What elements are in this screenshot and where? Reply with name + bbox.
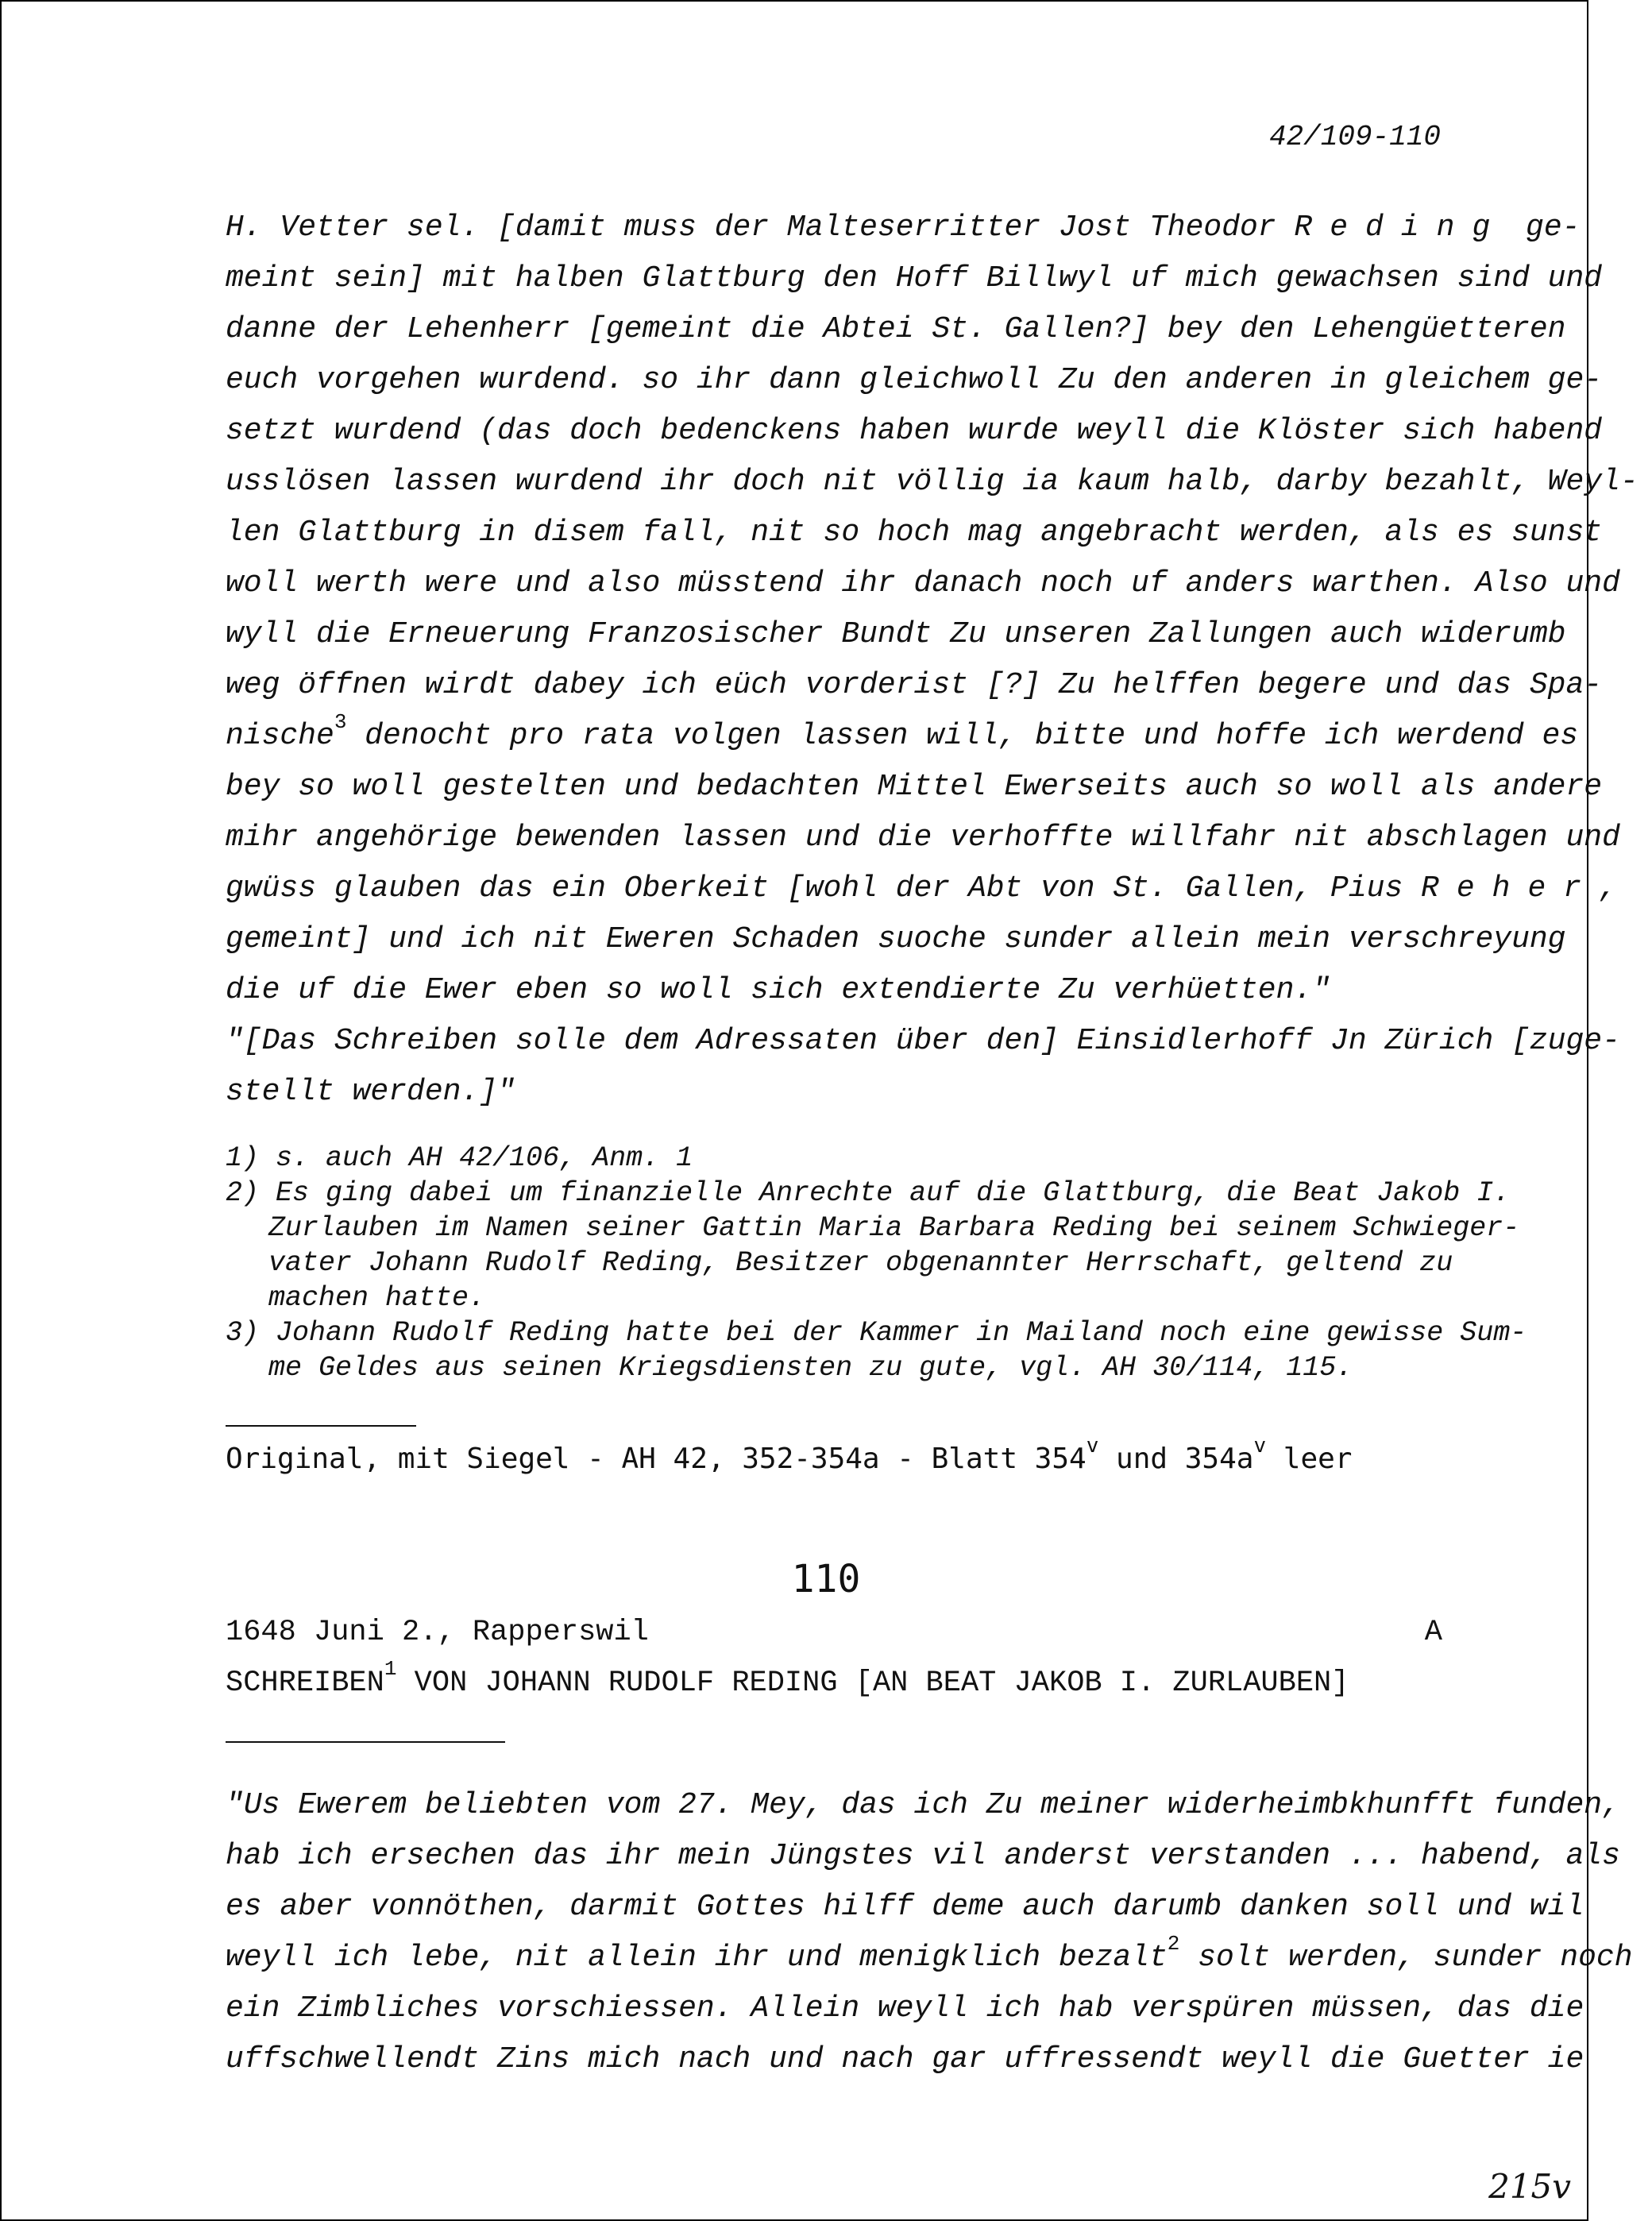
letter-line-1: "Us Ewerem beliebten vom 27. Mey, das ich Zu meiner widerheimbkhunfft funden, (226, 1788, 1620, 1822)
text-line-19: stellt werden.]" (226, 1075, 515, 1109)
text-line-4: euch vorgehen wurdend. so ihr dann gleichwoll Zu den anderen in gleichem ge- (226, 363, 1603, 397)
text-line-7: len Glattburg in disem fall, nit so hoch mag angebracht werden, als es sunst (226, 516, 1603, 550)
footnote-2-line-2: Zurlauben im Namen seiner Gattin Maria Barbara Reding bei seinem Schwieger- (268, 1212, 1520, 1244)
text-line-12: nische$^3$ denocht pro rata volgen lassen will, bitte und hoffe ich werdend es (226, 710, 1579, 753)
header-divider (226, 1741, 505, 1743)
text-line-10: weg öffnen wirdt dabey ich eüch vorderist [?] Zu helffen begere und das Spa- (226, 668, 1603, 702)
document-title: SCHREIBEN$^1$ VON JOHANN RUDOLF REDING [AN BEAT JAKOB I. ZURLAUBEN] (226, 1657, 1349, 1700)
footnote-3-line-2: me Geldes aus seinen Kriegsdiensten zu gute, vgl. AH 30/114, 115. (268, 1352, 1353, 1384)
document-type-letter: A (1424, 1616, 1442, 1649)
letter-line-6: uffschwellendt Zins mich nach und nach gar uffressendt weyll die Guetter ie (226, 2042, 1584, 2076)
text-line-16: gemeint] und ich nit Eweren Schaden suoche sunder allein mein verschreyung (226, 922, 1566, 956)
document-date-place: 1648 Juni 2., Rapperswil (226, 1616, 649, 1649)
text-line-5: setzt wurdend (das doch bedenckens haben wurde weyll die Klöster sich habend (226, 414, 1603, 448)
footnote-3-line-1: 3) Johann Rudolf Reding hatte bei der Kammer in Mailand noch eine gewisse Sum- (226, 1317, 1527, 1349)
footnote-2-line-1: 2) Es ging dabei um finanzielle Anrechte auf die Glattburg, die Beat Jakob I. (226, 1177, 1511, 1209)
text-line-13: bey so woll gestelten und bedachten Mittel Ewerseits auch so woll als andere (226, 770, 1603, 804)
handwritten-folio-number: 215v (1488, 2167, 1571, 2206)
text-line-1: H. Vetter sel. [damit muss der Malteserritter Jost Theodor Reding ge- (226, 211, 1581, 245)
page-reference: 42/109-110 (1268, 121, 1441, 153)
source-note: Original, mit Siegel - AH 42, 352-354a - Blatt 354$^v$ und $354a^v$ leer (226, 1434, 1353, 1475)
footnote-2-line-3: vater Johann Rudolf Reding, Besitzer obgenannter Herrschaft, geltend zu (268, 1247, 1453, 1279)
text-line-15: gwüss glauben das ein Oberkeit [wohl der Abt von St. Gallen, Pius Reher, (226, 871, 1635, 906)
text-line-6: usslösen lassen wurdend ihr doch nit völlig ia kaum halb, darby bezahlt, Weyl- (226, 465, 1638, 499)
text-line-18: "[Das Schreiben solle dem Adressaten über den] Einsidlerhoff Jn Zürich [zuge- (226, 1024, 1620, 1058)
text-line-17: die uf die Ewer eben so woll sich extendierte Zu verhüetten." (226, 973, 1331, 1007)
letter-line-3: es aber vonnöthen, darmit Gottes hilff deme auch darumb danken soll und wil (226, 1890, 1584, 1924)
text-line-2: meint sein] mit halben Glattburg den Hoff Billwyl uf mich gewachsen sind und (226, 261, 1603, 295)
letter-line-4: weyll ich lebe, nit allein ihr und menigklich bezalt$^2$ solt werden, sunder noch (226, 1932, 1633, 1975)
footnote-1: 1) s. auch AH 42/106, Anm. 1 (226, 1142, 693, 1174)
text-line-8: woll werth were und also müsstend ihr danach noch uf anders warthen. Also und (226, 566, 1620, 601)
document-number: 110 (791, 1557, 861, 1601)
text-line-9: wyll die Erneuerung Franzosischer Bundt Zu unseren Zallungen auch widerumb (226, 617, 1566, 651)
source-divider (226, 1425, 416, 1427)
footnote-2-line-4: machen hatte. (268, 1282, 486, 1314)
text-line-14: mihr angehörige bewenden lassen und die verhoffte willfahr nit abschlagen und (226, 821, 1620, 855)
letter-line-2: hab ich ersechen das ihr mein Jüngstes vil anderst verstanden ... habend, als (226, 1839, 1620, 1873)
letter-line-5: ein Zimbliches vorschiessen. Allein weyll ich hab verspüren müssen, das die (226, 1991, 1584, 2026)
text-line-3: danne der Lehenherr [gemeint die Abtei St. Gallen?] bey den Lehengüetteren (226, 312, 1566, 346)
